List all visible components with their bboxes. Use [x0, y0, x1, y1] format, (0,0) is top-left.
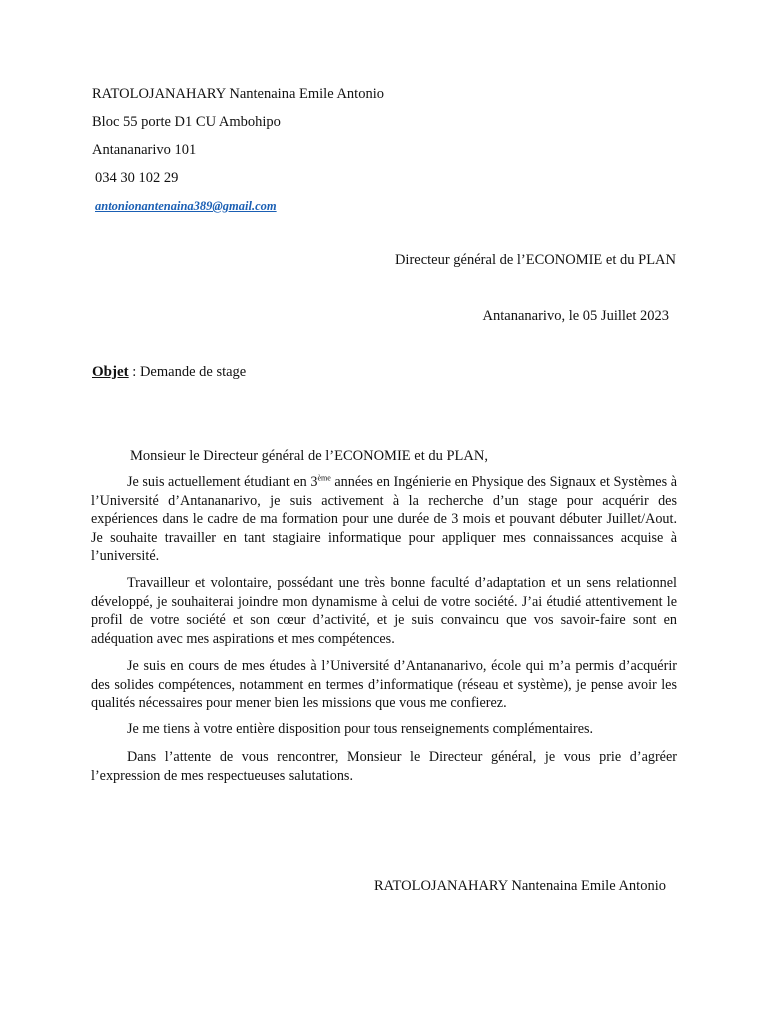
paragraph-1	[91, 473, 677, 566]
paragraph-3-text: Je suis en cours de mes études à l’Université d’Antananarivo, école qui m’a permis d’acquérir des solides compétences, notamment en termes d’informatique (réseau et système), je pense avoir les qualités nécessaires pour mener bien les missions que vous me confierez.	[91, 658, 677, 711]
paragraph-1-text-b: années en Ingénierie en Physique des Signaux et Systèmes à l’Université d’Antananarivo, je suis activement à la recherche d’un stage pour acquérir des expériences dans le cadre de ma formation pour une durée de 3 mois et pouvant débuter Juillet/Aout. Je souhaite travailler en tant stagiaire informatique pour appliquer mes connaissances acquise à l’université.	[91, 474, 677, 564]
paragraph-5-text: Dans l’attente de vous rencontrer, Monsieur le Directeur général, je vous prie d’agréer l’expression de mes respectueuses salutations.	[91, 749, 677, 784]
paragraph-3	[91, 657, 677, 713]
signature-name: RATOLOJANAHARY Nantenaina Emile Antonio	[374, 878, 666, 894]
subject-line	[92, 363, 246, 381]
sender-email-link[interactable]: antonionantenaina389@gmail.com	[95, 199, 277, 213]
paragraph-2	[91, 574, 677, 648]
recipient: Directeur général de l’ECONOMIE et du PLAN	[394, 252, 676, 268]
place-date: Antananarivo, le 05 Juillet 2023	[482, 308, 669, 324]
subject-label: Objet	[92, 364, 129, 380]
paragraph-4	[91, 720, 677, 739]
sender-address-line1: Bloc 55 porte D1 CU Ambohipo	[92, 114, 281, 130]
salutation: Monsieur le Directeur général de l’ECONOMIE et du PLAN,	[130, 448, 488, 464]
paragraph-5	[91, 748, 677, 785]
paragraph-4-text: Je me tiens à votre entière disposition pour tous renseignements complémentaires.	[127, 721, 594, 737]
sender-phone: 034 30 102 29	[95, 170, 179, 186]
sender-address-line2: Antananarivo 101	[92, 142, 197, 158]
paragraph-2-text: Travailleur et volontaire, possédant une très bonne faculté d’adaptation et un sens relationnel développé, je souhaiterai joindre mon dynamisme à celui de votre société. J’ai étudié attentivement le profil de votre société et son cœur d’activité, et je suis convaincu que vos savoir-faire sont en adéquation avec mes aspirations et mes compétences.	[91, 575, 677, 647]
paragraph-1-superscript: ème	[317, 473, 331, 483]
paragraph-1-text-a: Je suis actuellement étudiant en 3	[127, 474, 318, 490]
subject-text: Demande de stage	[139, 364, 247, 380]
subject-separator: :	[128, 364, 140, 380]
sender-name: RATOLOJANAHARY Nantenaina Emile Antonio	[92, 86, 384, 102]
